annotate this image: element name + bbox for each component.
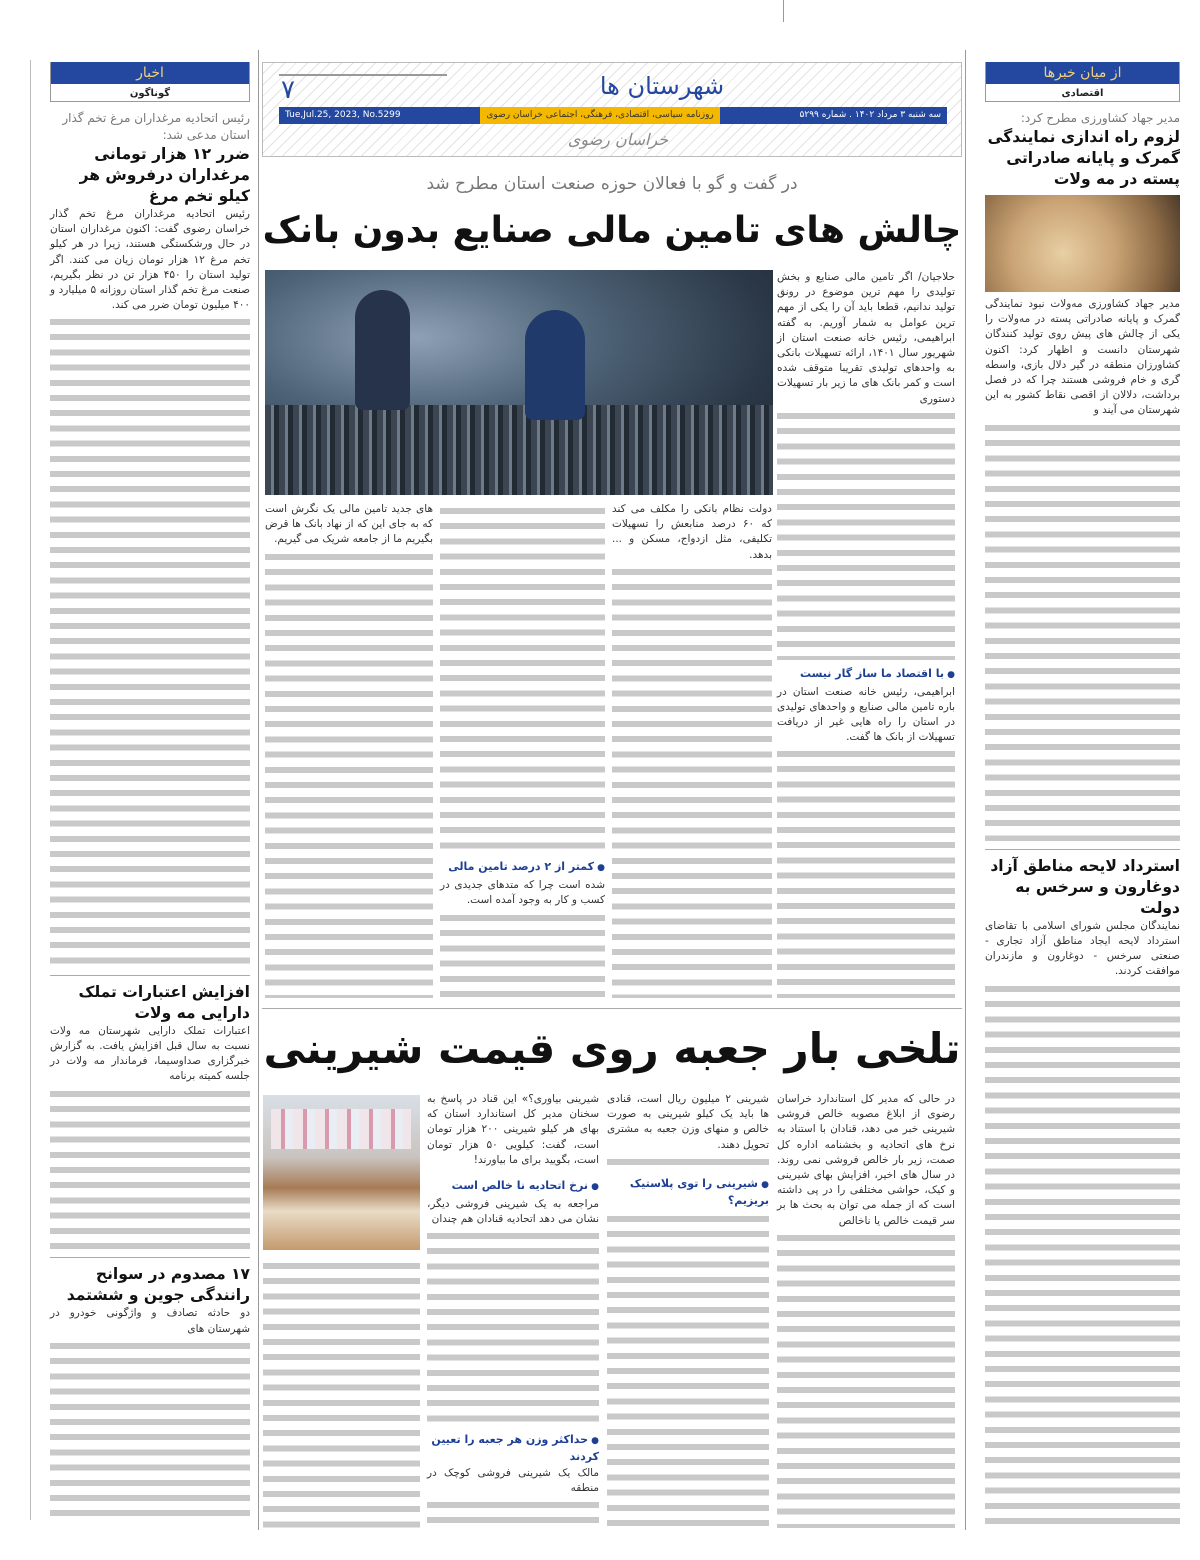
subhead: ● با اقتصاد ما ساز گار نیست [777, 666, 955, 683]
left-column [50, 62, 250, 1520]
text-continued [607, 1212, 769, 1528]
text-continued [50, 1339, 250, 1518]
main-col-1: ابراهیمی، رئیس خانه صنعت استان در باره تامین مالی صنایع و واحدهای تولیدی در استان را راه هایی غیر از دریافت تسهیلات از بانک ها گفت. [777, 685, 955, 744]
second-col-3c: مالک یک شیرینی فروشی کوچک در منطقه [427, 1466, 599, 1494]
text-continued [607, 1155, 769, 1170]
second-col-4-wrap [263, 1257, 420, 1530]
factory-photo [265, 270, 773, 495]
section-box-sub: گوناگون [129, 88, 171, 99]
column-rule [258, 50, 259, 1530]
main-col-2-wrap [612, 502, 772, 1000]
text-continued [263, 1259, 420, 1528]
column-rule [783, 0, 784, 22]
second-col-3b: مراجعه به یک شیرینی فروشی دیگر، نشان می دهد اتحادیه قنادان هم چندان [427, 1198, 599, 1226]
right-article-2-body: نمایندگان مجلس شورای اسلامی با تقاضای استرداد لایحه ایجاد مناطق آزاد تجاری - صنعتی سرخس - دوغارون و مازندران موافقت کردند. [985, 919, 1180, 978]
article-title: ۱۷ مصدوم در سوانح رانندگی جوین و ششتمد [66, 1265, 250, 1305]
article-divider [50, 1257, 250, 1258]
photo-shelf [271, 1109, 411, 1149]
text-continued [985, 982, 1180, 1528]
article-title: لزوم راه اندازی نمایندگی گمرک و پایانه صادراتی پسته در مه ولات [987, 128, 1180, 188]
tagline: روزنامه سیاسی، اقتصادی، فرهنگی، اجتماعی خراسان رضوی [480, 107, 719, 124]
sweets-photo [263, 1095, 420, 1250]
left-article-1-body: رئیس اتحادیه مرغداران مرغ تخم گذار خراسان رضوی گفت: اکنون مرغداران استان در حال ورشکستگی هستند، زیرا در هر کیلو تخم مرغ ۱۲ هزار تومان زیان می کنند. اگر تولید استان را ۴۵۰ هزار تن در نظر بگیریم، صنعت مرغ تخم گذار استان روزانه ۵ میلیارد و ۴۰۰ میلیون تومان ضرر می کند. [50, 208, 251, 312]
article-title: ضرر ۱۲ هزار تومانی مرغداران درفروش هر کیلو تخم مرغ [79, 145, 250, 205]
second-col-2: شیرینی ۲ میلیون ریال است، قنادی ها باید یک کیلو شیرینی به صورت خالص و منهای وزن جعبه به مشتری تحویل دهند. [607, 1093, 769, 1151]
section-box-various [50, 62, 250, 102]
text-continued [427, 1229, 599, 1425]
second-headline: تلخی بار جعبه روی قیمت شیرینی [263, 1024, 961, 1073]
column-rule [30, 60, 31, 1520]
column-rule [965, 50, 966, 1530]
main-col-3-wrap [440, 502, 605, 1000]
text-continued [985, 421, 1180, 841]
second-col-1: در حالی که مدیر کل استاندارد خراسان رضوی از ابلاغ مصوبه خالص فروشی شیرینی خبر می دهد، قنادان با استناد به نرخ های اتحادیه و بخشنامه اداره کل صمت، زیر بار خالص فروشی نمی روند. در سال های اخیر، افزایش بهای شیرینی و کیک، حواشی مختلفی را در پی داشته است که از جمله می توان به بحث ها بر سر قیمت خالص یا ناخالص [777, 1093, 955, 1227]
main-col-2: دولت نظام بانکی را مکلف می کند که ۶۰ درصد منابعش را تسهیلات تکلیفی، مثل ازدواج، مسکن و ... بدهد. [612, 503, 773, 561]
subhead: ● حداکثر وزن هر جعبه را تعیین کردند [427, 1432, 599, 1464]
article-divider [985, 849, 1180, 850]
main-headline: چالش های تامین مالی صنایع بدون بانک [262, 210, 962, 251]
text-continued [777, 409, 955, 660]
date-fa: سه شنبه ۳ مرداد ۱۴۰۲ . شماره ۵۲۹۹ [799, 110, 941, 120]
pistachio-photo [985, 195, 1180, 292]
subhead: ● شیرینی را توی پلاستیک بریزیم؟ [607, 1176, 769, 1208]
page-number: ۷ [281, 75, 295, 105]
text-continued [612, 565, 772, 998]
story-divider [262, 1008, 962, 1009]
article-kicker: مدیر جهاد کشاورزی مطرح کرد: [1020, 111, 1180, 125]
article-divider [50, 975, 250, 976]
main-kicker: در گفت و گو با فعالان حوزه صنعت استان مطرح شد [426, 174, 798, 194]
date-en: Tue,Jul.25, 2023, No.5299 [285, 110, 401, 120]
text-continued [50, 315, 250, 966]
left-article-3-body: دو حادثه تصادف و واژگونی خودرو در شهرستان های [50, 1307, 250, 1335]
article-title: استرداد لایحه مناطق آزاد دوغارون و سرخس به دولت [990, 856, 1180, 917]
text-continued [440, 911, 605, 998]
text-continued [440, 504, 605, 853]
photo-machinery [265, 405, 773, 495]
second-col-3-wrap [427, 1092, 599, 1530]
header-rule [279, 74, 447, 76]
section-box-sub: اقتصادی [1061, 88, 1104, 99]
text-continued [50, 1087, 250, 1250]
photo-worker [525, 310, 585, 420]
section-box-news [985, 62, 1180, 102]
main-lead-text: حلاجیان/ اگر تامین مالی صنایع و بخش تولیدی را مهم ترین موضوع در رونق تولید ندانیم، قطعا باید آن را یکی از مهم ترین عوامل به شمار آوریم. به گفته ابراهیمی، رئیس خانه صنعت استان از شهریور سال ۱۴۰۱، ارائه تسهیلات بانکی به واحدهای تولیدی تقریبا متوقف شده است و کمر بانک های ما زیر بار تسهیلات دستوری [777, 271, 955, 405]
right-column [985, 62, 1180, 1530]
page-header [262, 62, 962, 157]
text-continued [427, 1498, 599, 1528]
left-article-2-body: اعتبارات تملک دارایی شهرستان مه ولات نسبت به سال قبل افزایش یافت. به گزارش خبرگزاری صداوسیما، فرماندار مه ولات در جلسه کمیته برنامه [50, 1024, 250, 1083]
text-continued [777, 747, 955, 998]
header-bar [279, 107, 947, 124]
main-lead-column [777, 270, 955, 1000]
right-article-1-body: مدیر جهاد کشاورزی مه‌ولات نبود نمایندگی گمرک و پایانه صادراتی پسته در مه‌ولات را یکی از چالش های پیش روی تولید کنندگان شهرستان دانست و اظهار کرد: اکنون کشاورزان منطقه در گیر دلال بازی، واسطه گری و خام فروشی هستند چرا که در فصل برداشت، دلالان از اقصی نقاط کشور به این شهرستان می آیند و [985, 298, 1180, 417]
photo-worker [355, 290, 410, 410]
text-continued [777, 1231, 955, 1528]
second-col-3: شیرینی بیاوری؟» این قناد در پاسخ به سخنان مدیر کل استاندارد استان که بهای هر کیلو شیرینی ۲۰۰ هزار تومان است، گفت: کیلویی ۵۰ هزار تومان است، بگویید برای ما بیاورند! [427, 1093, 600, 1166]
main-col-3: شده است چرا که متدهای جدیدی در کسب و کار به وجود آمده است. [440, 879, 605, 907]
section-box-title: اخبار [51, 62, 249, 84]
subhead: ● نرخ اتحادیه نا خالص است [427, 1178, 599, 1195]
second-col-1-wrap [777, 1092, 955, 1530]
article-title: افزایش اعتبارات تملک دارایی مه ولات [78, 982, 250, 1022]
newspaper-logo: خراسان رضوی [567, 130, 669, 149]
main-col-4-wrap [265, 502, 433, 1000]
subhead: ● کمتر از ۲ درصد تامین مالی [440, 859, 605, 876]
section-box-title: از میان خبرها [986, 62, 1179, 84]
second-col-2-wrap [607, 1092, 769, 1530]
article-kicker: رئیس اتحادیه مرغداران مرغ تخم گذار استان مدعی شد: [62, 111, 250, 142]
text-continued [265, 550, 433, 998]
section-title: شهرستان ها [599, 72, 725, 100]
main-col-4: های جدید تامین مالی یک نگرش است که به جای این که از نهاد بانک ها قرض بگیریم ما از جامعه شریک می گیریم. [265, 503, 433, 546]
